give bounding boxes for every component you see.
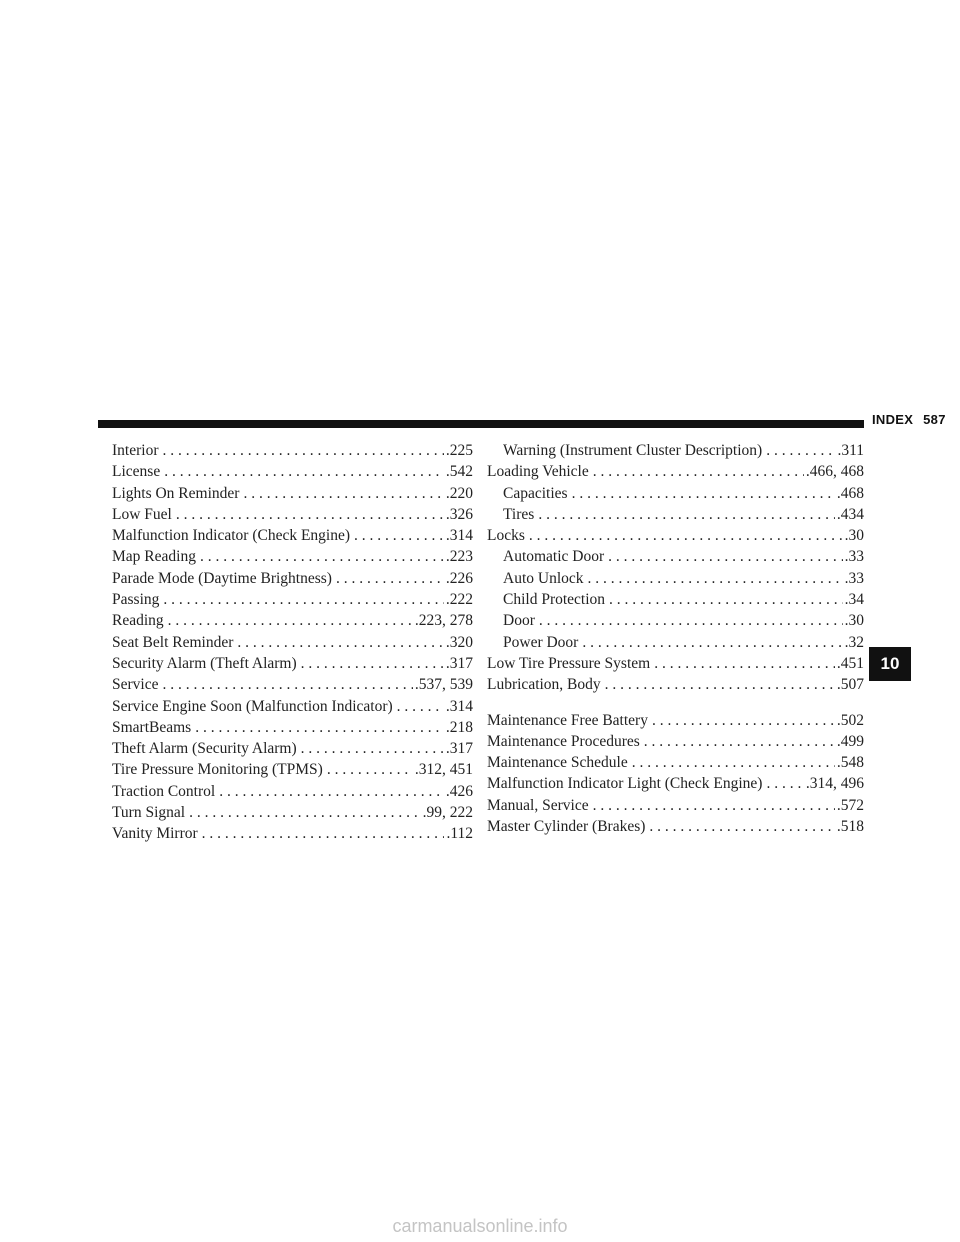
dot-leader	[239, 483, 443, 504]
index-term: Locks	[487, 527, 525, 545]
index-entry	[112, 781, 473, 802]
dot-leader	[568, 483, 835, 504]
index-page-ref: .34	[844, 591, 864, 609]
index-entry	[112, 674, 473, 695]
dot-leader	[628, 752, 835, 773]
header-page-number: 587	[923, 412, 946, 427]
dot-leader	[535, 610, 843, 631]
index-entry	[112, 696, 473, 717]
index-page-ref: .223, 278	[414, 612, 473, 630]
dot-leader	[589, 461, 804, 482]
index-page-ref: .220	[445, 484, 473, 502]
index-entry	[112, 610, 473, 631]
index-page-ref: .466, 468	[805, 463, 864, 481]
index-page-ref: .33	[844, 569, 864, 587]
index-page-ref: .548	[836, 754, 864, 772]
index-entry	[487, 752, 864, 773]
index-entry	[112, 802, 473, 823]
index-entry	[487, 795, 864, 816]
chapter-tab-number: 10	[880, 654, 900, 673]
index-page-ref: .317	[445, 654, 473, 672]
index-page-ref: .542	[445, 463, 473, 481]
index-page-ref: .317	[445, 740, 473, 758]
index-term: Theft Alarm (Security Alarm)	[112, 740, 297, 758]
dot-leader	[604, 546, 842, 567]
index-term: Capacities	[503, 484, 568, 502]
index-page-ref: .223	[445, 548, 473, 566]
index-page-ref: .426	[445, 782, 473, 800]
index-entry	[487, 710, 864, 731]
index-term: Maintenance Free Battery	[487, 711, 648, 729]
running-header	[872, 412, 946, 427]
index-entry	[487, 525, 864, 546]
index-entry	[487, 816, 864, 837]
dot-leader	[350, 525, 444, 546]
index-term: Map Reading	[112, 548, 196, 566]
dot-leader	[762, 773, 803, 794]
index-page-ref: .218	[445, 718, 473, 736]
dot-leader	[172, 504, 444, 525]
index-term: Passing	[112, 591, 160, 609]
index-page-ref: .30	[844, 527, 864, 545]
dot-leader	[159, 589, 444, 610]
index-entry	[487, 568, 864, 589]
index-term: Vanity Mirror	[112, 825, 198, 843]
index-entry	[487, 440, 864, 461]
dot-leader	[160, 461, 444, 482]
index-entry	[487, 483, 864, 504]
index-page-ref: .537, 539	[414, 676, 473, 694]
dot-leader	[323, 759, 413, 780]
index-term: Power Door	[503, 633, 579, 651]
index-page-ref: .314	[445, 527, 473, 545]
index-term: Lubrication, Body	[487, 676, 601, 694]
index-term: Maintenance Procedures	[487, 732, 640, 750]
index-term: Security Alarm (Theft Alarm)	[112, 654, 297, 672]
index-term: SmartBeams	[112, 718, 192, 736]
dot-leader	[233, 632, 443, 653]
index-term: Service	[112, 676, 159, 694]
index-entry	[112, 568, 473, 589]
index-term: Reading	[112, 612, 164, 630]
dot-leader	[650, 653, 835, 674]
index-column-left	[112, 440, 473, 845]
dot-leader	[393, 696, 444, 717]
index-page-ref: .222	[445, 591, 473, 609]
index-page-ref: .314	[445, 697, 473, 715]
dot-leader	[158, 674, 412, 695]
index-page-ref: .572	[836, 796, 864, 814]
index-entry	[112, 546, 473, 567]
index-page-ref: .314, 496	[805, 775, 864, 793]
index-term: Low Tire Pressure System	[487, 654, 651, 672]
index-term: Low Fuel	[112, 505, 172, 523]
dot-leader	[185, 802, 421, 823]
dot-leader	[589, 795, 835, 816]
index-entry	[487, 546, 864, 567]
index-entry	[487, 731, 864, 752]
index-page-ref: .320	[445, 633, 473, 651]
dot-leader	[584, 568, 843, 589]
index-page-ref: .326	[445, 505, 473, 523]
index-term: Tire Pressure Monitoring (TPMS)	[112, 761, 323, 779]
dot-leader	[164, 610, 413, 631]
index-entry	[112, 823, 473, 844]
index-term: Auto Unlock	[503, 569, 584, 587]
index-page-ref: .226	[445, 569, 473, 587]
index-entry	[487, 504, 864, 525]
index-term: Tires	[503, 505, 535, 523]
dot-leader	[215, 781, 444, 802]
dot-leader	[605, 589, 843, 610]
index-term: Child Protection	[503, 591, 606, 609]
dot-leader	[198, 823, 445, 844]
index-term: Automatic Door	[503, 548, 605, 566]
dot-leader	[762, 440, 835, 461]
index-page-ref: .30	[844, 612, 864, 630]
index-term: Malfunction Indicator (Check Engine)	[112, 527, 351, 545]
index-term: Loading Vehicle	[487, 463, 589, 481]
dot-leader	[191, 717, 444, 738]
dot-leader	[297, 738, 444, 759]
dot-leader	[297, 653, 444, 674]
index-page-ref: .502	[836, 711, 864, 729]
dot-leader	[158, 440, 443, 461]
dot-leader	[601, 674, 835, 695]
index-page-ref: .468	[836, 484, 864, 502]
index-page-ref: .311	[837, 442, 864, 459]
index-entry	[112, 717, 473, 738]
dot-leader	[332, 568, 444, 589]
dot-leader	[645, 816, 834, 837]
chapter-tab	[869, 647, 911, 681]
index-entry	[487, 674, 864, 695]
index-column-right	[487, 440, 864, 837]
index-entry	[112, 759, 473, 780]
index-term: Interior	[112, 442, 159, 459]
index-entry	[112, 440, 473, 461]
index-entry	[487, 653, 864, 674]
dot-leader	[578, 632, 842, 653]
index-term: License	[112, 463, 161, 481]
index-entry	[487, 589, 864, 610]
dot-leader	[534, 504, 835, 525]
index-term: Parade Mode (Daytime Brightness)	[112, 569, 332, 587]
index-entry	[112, 653, 473, 674]
dot-leader	[648, 710, 835, 731]
index-page-ref: .225	[445, 442, 473, 459]
index-entry	[112, 504, 473, 525]
index-entry	[112, 589, 473, 610]
index-entry	[487, 461, 864, 482]
index-page-ref: .434	[836, 505, 864, 523]
index-page-ref: .518	[836, 818, 864, 836]
index-term: Service Engine Soon (Malfunction Indicator)	[112, 697, 393, 715]
index-entry	[112, 525, 473, 546]
index-entry	[487, 610, 864, 631]
header-title: INDEX	[872, 412, 914, 427]
index-term: Master Cylinder (Brakes)	[487, 818, 646, 836]
index-page-ref: .451	[836, 654, 864, 672]
index-entry	[487, 632, 864, 653]
header-rule	[98, 420, 864, 428]
index-page-ref: .33	[844, 548, 864, 566]
dot-leader	[525, 525, 843, 546]
index-page-ref: .499	[836, 732, 864, 750]
index-term: Traction Control	[112, 782, 216, 800]
index-page-ref: .112	[446, 825, 473, 843]
index-entry	[112, 632, 473, 653]
index-entry	[112, 738, 473, 759]
index-page-ref: .507	[836, 676, 864, 694]
index-entry	[487, 773, 864, 794]
dot-leader	[196, 546, 444, 567]
watermark: carmanualsonline.info	[392, 1216, 568, 1236]
index-term: Turn Signal	[112, 804, 186, 822]
index-term: Maintenance Schedule	[487, 754, 628, 772]
index-term: Warning (Instrument Cluster Description)	[503, 442, 763, 459]
index-term: Manual, Service	[487, 796, 589, 814]
index-entry	[112, 461, 473, 482]
index-term: Door	[503, 612, 535, 630]
index-page-ref: .32	[844, 633, 864, 651]
index-term: Lights On Reminder	[112, 484, 240, 502]
index-page-ref: .99, 222	[422, 804, 473, 822]
index-term: Malfunction Indicator Light (Check Engine)	[487, 775, 763, 793]
index-term: Seat Belt Reminder	[112, 633, 234, 651]
index-page-ref: .312, 451	[414, 761, 473, 779]
dot-leader	[640, 731, 835, 752]
index-entry	[112, 483, 473, 504]
